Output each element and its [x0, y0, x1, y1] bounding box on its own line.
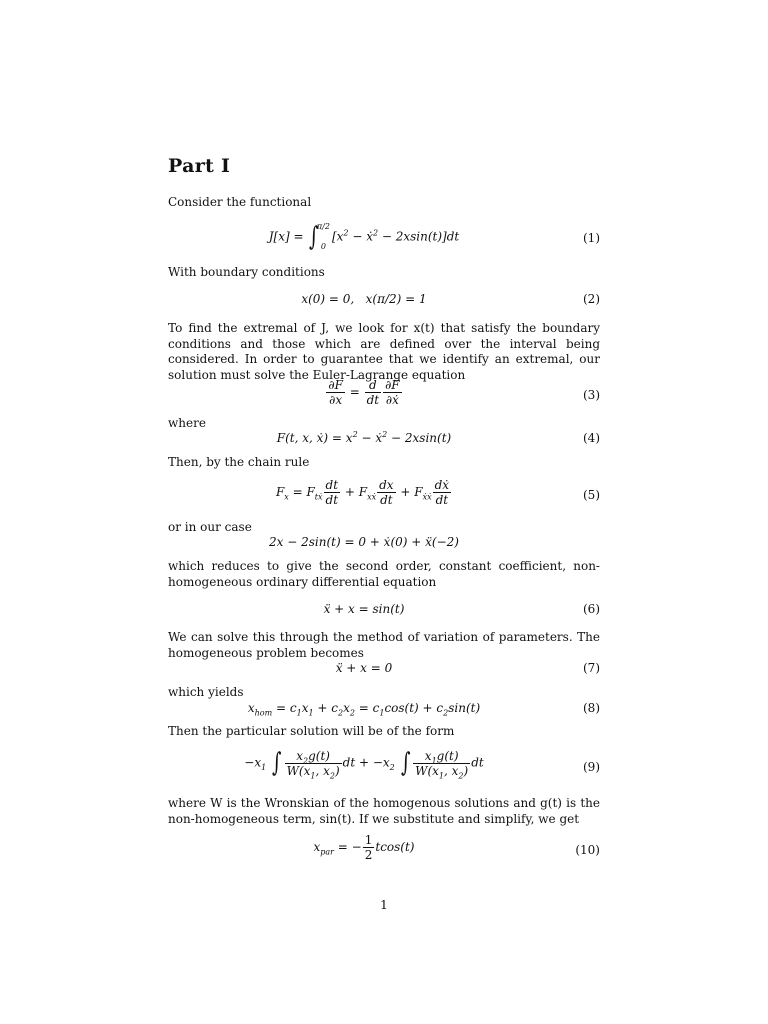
- section-heading: Part I: [168, 155, 231, 177]
- equation-number: (2): [583, 292, 600, 306]
- equation-number: (4): [583, 431, 600, 445]
- paragraph: which yields: [168, 685, 244, 699]
- equation-10: $x_{par}$ = − $\frac{1}{2}$ tcos(t) (10): [313, 833, 600, 862]
- paragraph: Consider the functional: [168, 195, 312, 209]
- equation-unnumbered: 2x − 2sin(t) = 0 + ẋ(0) + ẍ(−2): [269, 535, 459, 549]
- equation-number: (10): [575, 843, 600, 857]
- equation-number: (5): [583, 488, 600, 502]
- paragraph: Then, by the chain rule: [168, 455, 310, 469]
- paragraph: which reduces to give the second order, constant coefficient, non-homogeneous ordinary differential equation: [168, 559, 600, 589]
- equation-3: $\frac{\partial F}{\partial x}$ = $\frac{d}{dt}$ $\frac{\partial F}{\partial ẋ}$ (3): [328, 378, 600, 407]
- equation-number: (6): [583, 602, 600, 616]
- equation-8: $x_{hom} = c_1x_1 + c_2x_2 = c_1\cos(t) + c_2\sin(t)$ (8): [247, 701, 600, 718]
- equation-number: (9): [583, 760, 600, 774]
- page-number: 1: [380, 898, 388, 912]
- paragraph: To find the extremal of J, we look for x(t) that satisfy the boundary conditions and those which are defined over the interval being considered. In order to guarantee that we identify an extremal, our solution must solve the Euler-Lagrange equation: [168, 321, 600, 382]
- equation-9: $-x_1$ ∫ $\frac{x_2g(t)}{W(x_1, x_2)}$ dt + $-x_2$ ∫ $\frac{x_1g(t)}{W(x_1, x_2)}$ dt (9): [244, 748, 600, 780]
- paragraph: With boundary conditions: [168, 265, 325, 279]
- equation-number: (7): [583, 661, 600, 675]
- paragraph: We can solve this through the method of variation of parameters. The homogeneous problem becomes: [168, 630, 600, 660]
- equation-2: x(0) = 0, x(π/2) = 1 (2): [301, 292, 600, 306]
- paragraph: Then the particular solution will be of the form: [168, 724, 455, 738]
- paragraph: where W is the Wronskian of the homogenous solutions and g(t) is the non-homogeneous term, sin(t). If we substitute and simplify, we get: [168, 796, 600, 826]
- paragraph: or in our case: [168, 520, 252, 534]
- equation-6: ẍ + x = sin(t) (6): [323, 602, 600, 616]
- equation-4: F(t, x, ẋ) = $x^2$ − ẋ$^2$ − 2xsin(t) (4): [276, 430, 600, 445]
- equation-number: (1): [583, 231, 600, 245]
- equation-number: (3): [583, 388, 600, 402]
- equation-5: $F_x = F_{tẋ}$ $\frac{dt}{dt}$ + $F_{xẋ}$ $\frac{dx}{dt}$ + $F_{ẋẋ}$ $\frac{dẋ}{dt}$ (5): [275, 478, 600, 507]
- paragraph: where: [168, 416, 206, 430]
- equation-7: ẍ + x = 0 (7): [335, 661, 600, 675]
- equation-number: (8): [583, 701, 600, 715]
- equation-1: J[x] = ∫ π/2 0 [$x^2$ − ẋ$^2$ − 2xsin(t)]dt (1): [268, 222, 600, 252]
